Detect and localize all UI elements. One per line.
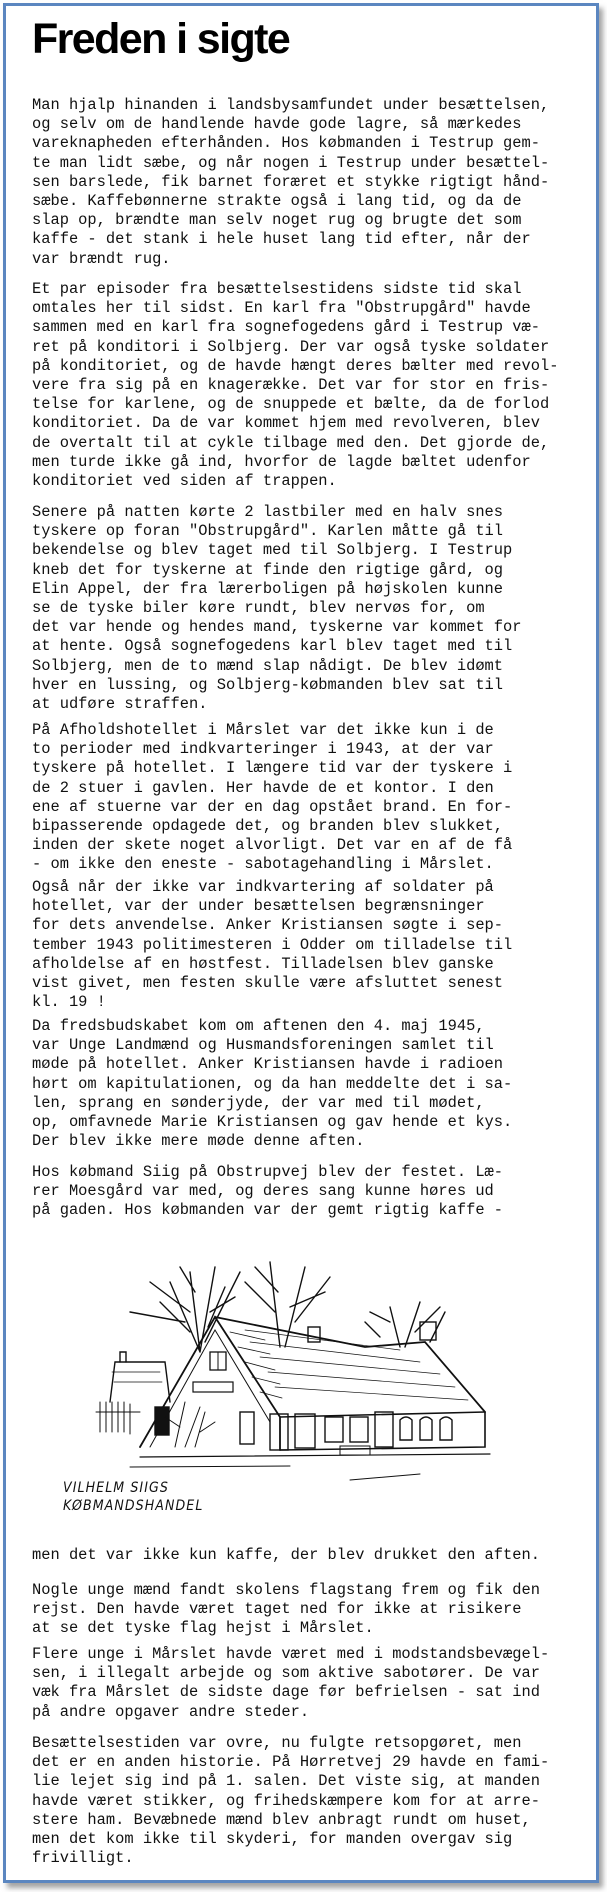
text-line: len, sprang en sønderjyde, der var med til mødet, [32, 1093, 485, 1112]
text-line: var brændt rug. [32, 249, 171, 268]
paragraph-4 [32, 721, 512, 875]
caption-line-1: VILHELM SIIGS [63, 1480, 169, 1496]
text-line: sammen med en karl fra sognefogedens gård i Testrup væ- [32, 318, 540, 337]
text-line: at se det tyske flag hejst i Mårslet. [32, 1619, 374, 1638]
text-line: konditoriet. Da de var kommet hjem med revolveren, blev [32, 414, 540, 433]
text-line: vareknapheden efterhånden. Hos købmanden i Testrup gem- [32, 134, 540, 153]
text-line: hver en lussing, og Solbjerg-købmanden blev sat til [32, 675, 504, 694]
text-line: sen, i illegalt arbejde og som aktive sabotører. De var [32, 1664, 540, 1683]
text-line: ret på konditori i Solbjerg. Der var også tyske soldater [32, 337, 550, 356]
paragraph-9 [32, 1581, 540, 1639]
text-line: Der blev ikke mere møde denne aften. [32, 1132, 365, 1151]
text-line: bipasserende opdagede det, og branden blev slukket, [32, 817, 504, 836]
text-line: de overtalt til at cykle tilbage med den. Det gjorde de, [32, 433, 550, 452]
paragraph-3 [32, 503, 522, 714]
text-line: slap op, brændte man selv noget rug og brugte det som [32, 211, 522, 230]
paragraph-11 [32, 1734, 549, 1868]
page-title: Freden i sigte [32, 15, 290, 63]
text-line: afholdelse af en høstfest. Tilladelsen blev ganske [32, 954, 494, 973]
text-line: rejst. Den havde været taget ned for ikke at risikere [32, 1600, 522, 1619]
text-line: sæbe. Kaffebønnerne strakte også i lang tid, og da de [32, 192, 522, 211]
text-line: omtales her til sidst. En karl fra "Obstrupgård" havde [32, 299, 531, 318]
text-line: på gaden. Hos købmanden var der gemt rigtig kaffe - [32, 1201, 504, 1220]
text-line: op, omfavnede Marie Kristiansen og gav hende et kys. [32, 1113, 513, 1132]
text-line: sen barslede, fik barnet foræret et stykke rigtigt hånd- [32, 172, 550, 191]
text-line: Besættelsestiden var ovre, nu fulgte retsopgøret, men [32, 1734, 522, 1752]
text-line: Da fredsbudskabet kom om aftenen den 4. maj 1945, [32, 1017, 485, 1035]
text-line: hørt om kapitulationen, og da han meddelte det i sa- [32, 1074, 513, 1093]
text-line: to perioder med indkvarteringer i 1943, at der var [32, 740, 494, 759]
text-line: men det kom ikke til skyderi, for manden overgav sig [32, 1830, 513, 1849]
text-line: ene af stuerne var der en dag opstået brand. En for- [32, 797, 513, 816]
text-line: Et par episoder fra besættelsestidens sidste tid skal [32, 280, 522, 298]
text-line: te man lidt sæbe, og når nogen i Testrup under besættel- [32, 153, 550, 172]
text-line: tyskere op foran "Obstrupgård". Karlen måtte gå til [32, 522, 504, 541]
text-line: Elin Appel, der fra lærerboligen på højskolen kunne [32, 579, 504, 598]
text-line: Nogle unge mænd fandt skolens flagstang frem og fik den [32, 1581, 540, 1599]
paragraph-8 [32, 1546, 540, 1565]
text-line: inden der skete noget alvorligt. Det var en af de få [32, 836, 513, 855]
text-line: se de tyske biler køre rundt, blev nervøs for, om [32, 599, 485, 618]
text-line: væk fra Mårslet de sidste dage før befrielsen - sat ind [32, 1683, 540, 1702]
text-line: telse for karlene, og de snuppede et bælte, da de forlod [32, 395, 550, 414]
text-line: det var hende og hendes mand, tyskerne var kommet for [32, 618, 522, 637]
store-illustration [90, 1252, 510, 1482]
text-line: Solbjerg, men de to mænd slap nådigt. De blev idømt [32, 656, 504, 675]
text-line: for dets anvendelse. Anker Kristiansen søgte i sep- [32, 916, 504, 935]
caption-line-2: KØBMANDSHANDEL [63, 1498, 204, 1514]
text-line: konditoriet ved siden af trappen. [32, 472, 337, 491]
text-line: bekendelse og blev taget med til Solbjerg. I Testrup [32, 541, 513, 560]
text-line: kl. 19 ! [32, 993, 106, 1012]
text-line: på konditoriet, og de havde hængt deres bælter med revol- [32, 356, 559, 375]
text-line: at udføre straffen. [32, 695, 208, 714]
text-line: - om ikke den eneste - sabotagehandling i Mårslet. [32, 855, 494, 874]
text-line: lie lejet sig ind på 1. salen. Det viste sig, at manden [32, 1772, 540, 1791]
text-line: tyskere på hotellet. I længere tid var der tyskere i [32, 759, 513, 778]
text-line: var Unge Landmænd og Husmandsforeningen samlet til [32, 1036, 494, 1055]
text-line: de 2 stuer i gavlen. Her havde de et kontor. I den [32, 778, 494, 797]
text-line: rer Moesgård var med, og deres sang kunne høres ud [32, 1182, 494, 1201]
text-line: kneb det for tyskerne at finde den rigtige gård, og [32, 560, 504, 579]
text-line: havde været stikker, og frihedskæmpere kom for at arre- [32, 1791, 540, 1810]
text-line: men turde ikke gå ind, hvorfor de lagde bæltet udenfor [32, 452, 531, 471]
text-line: og selv om de handlende havde gode lagre, så mærkedes [32, 115, 522, 134]
paragraph-5 [32, 878, 512, 1012]
text-line: frivilligt. [32, 1849, 134, 1868]
text-line: at hente. Også sognefogedens karl blev taget med til [32, 637, 513, 656]
text-line: tember 1943 politimesteren i Odder om tilladelse til [32, 935, 513, 954]
paragraph-10 [32, 1645, 549, 1722]
text-line: Man hjalp hinanden i landsbysamfundet under besættelsen, [32, 96, 550, 114]
text-line: det er en anden historie. På Hørretvej 29 havde en fami- [32, 1753, 550, 1772]
text-line: møde på hotellet. Anker Kristiansen havde i radioen [32, 1055, 504, 1074]
text-line: stere ham. Bevæbnede mænd blev anbragt rundt om huset, [32, 1810, 531, 1829]
tree-branches-middle [245, 1262, 330, 1347]
text-line: på andre opgaver andre steder. [32, 1702, 310, 1721]
paragraph-2 [32, 280, 558, 491]
paragraph-7 [32, 1163, 503, 1221]
text-line: Senere på natten kørte 2 lastbiler med en halv snes [32, 503, 504, 521]
text-line: kaffe - det stank i hele huset lang tid efter, når der [32, 230, 531, 249]
paragraph-6 [32, 1017, 512, 1151]
text-line: men det var ikke kun kaffe, der blev drukket den aften. [32, 1546, 540, 1564]
text-line: Også når der ikke var indkvartering af soldater på [32, 878, 494, 896]
text-line: På Afholdshotellet i Mårslet var det ikke kun i de [32, 721, 494, 739]
tree-branches-left [130, 1267, 240, 1352]
text-line: vere fra sig på en knagerække. Det var for stor en fris- [32, 376, 550, 395]
text-line: Hos købmand Siig på Obstrupvej blev der festet. Læ- [32, 1163, 504, 1181]
text-line: vist givet, men festen skulle være afsluttet senest [32, 974, 504, 993]
paragraph-1 [32, 96, 549, 269]
text-line: hotellet, var der under besættelsen begrænsninger [32, 897, 485, 916]
illustration-caption [63, 1479, 203, 1515]
text-line: Flere unge i Mårslet havde været med i modstandsbevægel- [32, 1645, 550, 1663]
